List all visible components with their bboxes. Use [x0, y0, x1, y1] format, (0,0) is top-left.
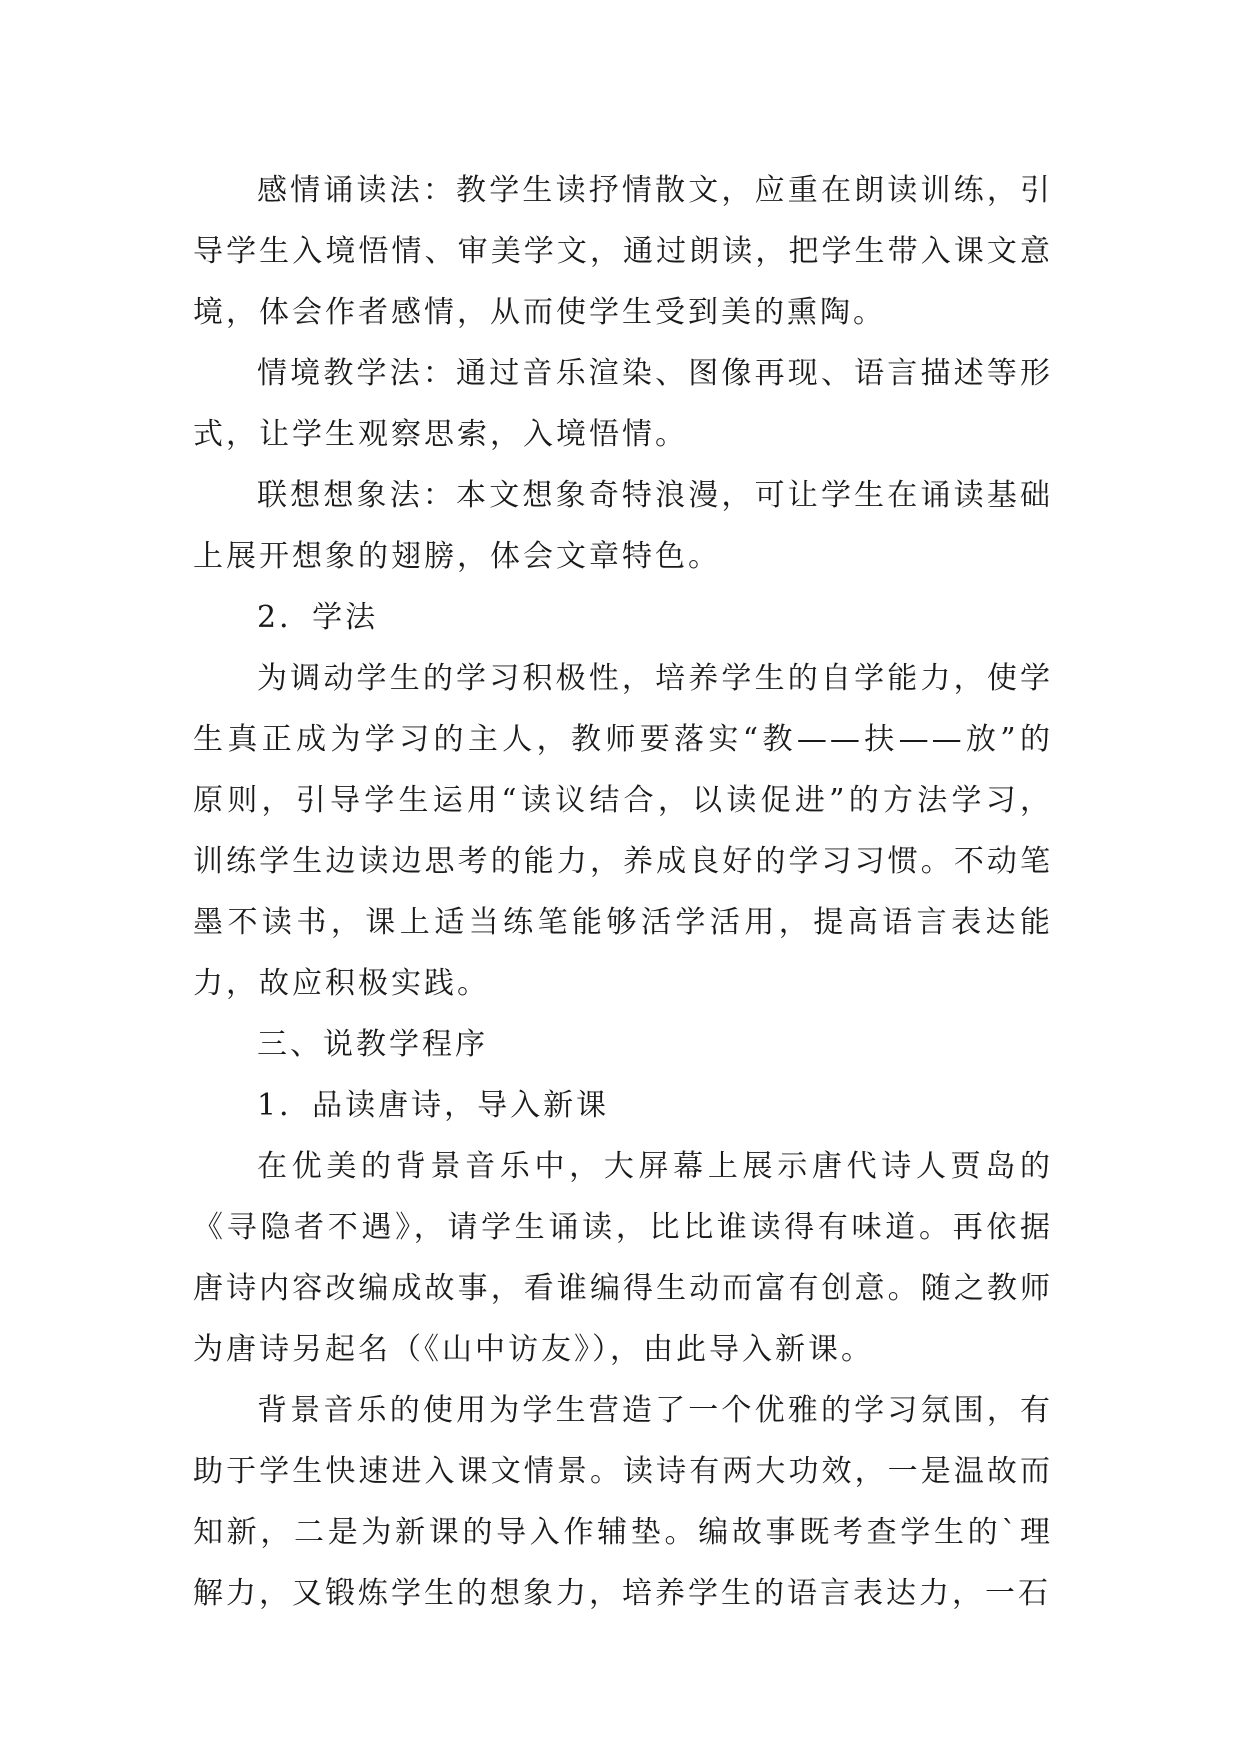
paragraph-imagination-method: 联想想象法：本文想象奇特浪漫，可让学生在诵读基础上展开想象的翅膀，体会文章特色。: [193, 478, 1053, 574]
paragraph-background-music: 背景音乐的使用为学生营造了一个优雅的学习氛围，有助于学生快速进入课文情景。读诗有两大功效，一是温故而知新，二是为新课的导入作辅垫。编故事既考查学生的`理解力，又锻炼学生的想象力，培养学生的语言表达力，一石: [193, 1393, 1053, 1611]
document-body: [193, 160, 1053, 1624]
heading-learning-method: 2．学法: [257, 600, 379, 635]
paragraph-poem-introduction: 在优美的背景音乐中，大屏幕上展示唐代诗人贾岛的《寻隐者不遇》，请学生诵读，比比谁读得有味道。再依据唐诗内容改编成故事，看谁编得生动而富有创意。随之教师为唐诗另起名（《山中访友》），由此导入新课。: [193, 1149, 1053, 1367]
heading-poem-introduction: 1．品读唐诗，导入新课: [257, 1088, 610, 1123]
paragraph-learning-method: 为调动学生的学习积极性，培养学生的自学能力，使学生真正成为学习的主人，教师要落实“教——扶——放”的原则，引导学生运用“读议结合，以读促进”的方法学习，训练学生边读边思考的能力，养成良好的学习习惯。不动笔墨不读书，课上适当练笔能够活学活用，提高语言表达能力，故应积极实践。: [193, 661, 1053, 1001]
heading-teaching-procedure: 三、说教学程序: [257, 1027, 488, 1062]
paragraph-emotional-reading: 感情诵读法：教学生读抒情散文，应重在朗读训练，引导学生入境悟情、审美学文，通过朗读，把学生带入课文意境，体会作者感情，从而使学生受到美的熏陶。: [193, 173, 1053, 330]
paragraph-situational-teaching: 情境教学法：通过音乐渲染、图像再现、语言描述等形式，让学生观察思索，入境悟情。: [193, 356, 1053, 452]
